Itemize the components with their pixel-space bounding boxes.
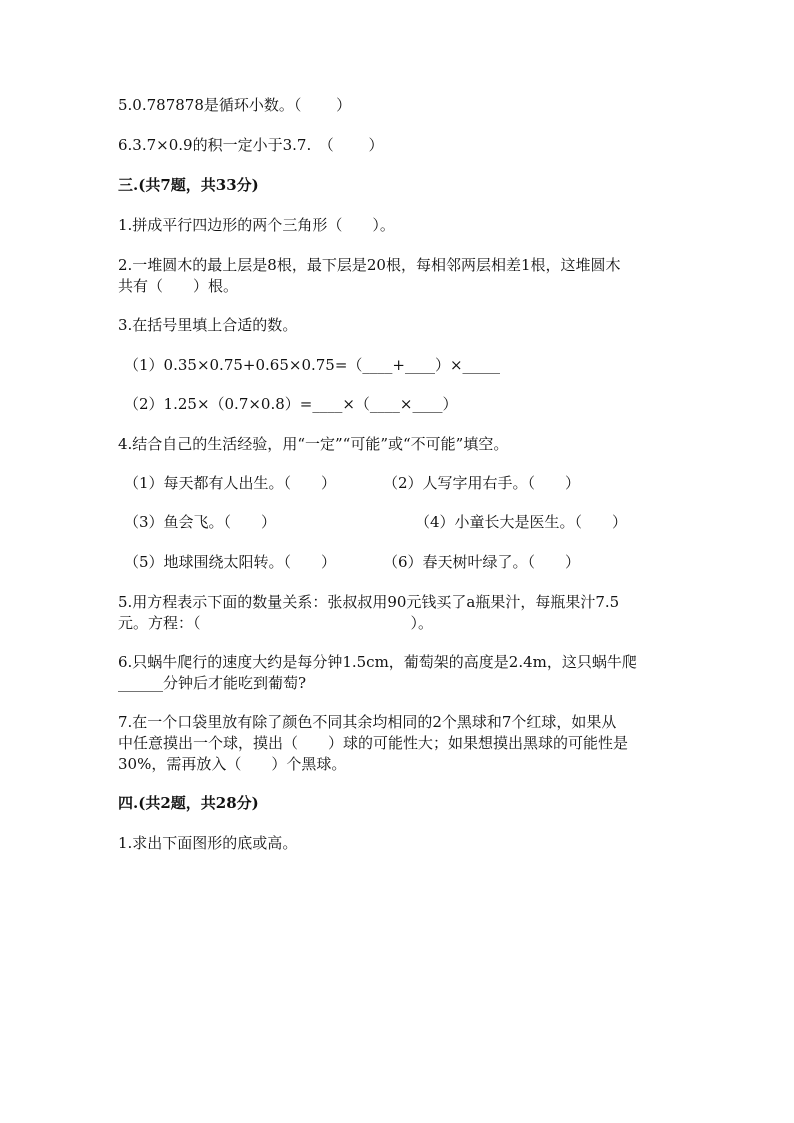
question-3-3-sub1: （1）0.35×0.75+0.65×0.75=（____+____）×_____: [124, 356, 501, 374]
question-3-4: 4.结合自己的生活经验，用“一定”“可能”或“不可能”填空。: [118, 435, 509, 453]
question-2-5: 5.0.787878是循环小数。（ ）: [118, 96, 352, 114]
question-3-7-line3: 30%，需再放入（ ）个黑球。: [118, 755, 347, 773]
question-2-6: 6.3.7×0.9的积一定小于3.7. （ ）: [118, 136, 384, 154]
question-3-4-item3: （3）鱼会飞。（ ）: [124, 513, 277, 531]
question-3-2-line1: 2.一堆圆木的最上层是8根，最下层是20根，每相邻两层相差1根，这堆圆木: [118, 256, 621, 274]
question-4-1: 1.求出下面图形的底或高。: [118, 834, 298, 852]
question-3-4-item2: （2）人写字用右手。（ ）: [383, 474, 581, 492]
question-3-5-line2: 元。方程：（ ）。: [118, 614, 434, 632]
question-3-5-line1: 5.用方程表示下面的数量关系：张叔叔用90元钱买了a瓶果汁，每瓶果汁7.5: [118, 593, 620, 611]
question-3-6-line1: 6.只蜗牛爬行的速度大约是每分钟1.5cm，葡萄架的高度是2.4m，这只蜗牛爬: [118, 653, 637, 671]
question-3-7-line1: 7.在一个口袋里放有除了颜色不同其余均相同的2个黑球和7个红球，如果从: [118, 713, 617, 731]
question-3-4-item6: （6）春天树叶绿了。（ ）: [383, 553, 581, 571]
section-3-heading: 三.(共7题，共33分): [118, 176, 259, 194]
question-3-6-line2: ______分钟后才能吃到葡萄?: [118, 674, 307, 692]
section-4-heading: 四.(共2题，共28分): [118, 794, 259, 812]
question-3-2-line2: 共有（ ）根。: [118, 277, 239, 295]
question-3-3-sub2: （2）1.25×（0.7×0.8）=____×（____×____）: [124, 395, 458, 413]
question-3-7-line2: 中任意摸出一个球，摸出（ ）球的可能性大；如果想摸出黑球的可能性是: [118, 734, 629, 752]
question-3-4-item5: （5）地球围绕太阳转。（ ）: [124, 553, 337, 571]
question-3-1: 1.拼成平行四边形的两个三角形（ ）。: [118, 216, 395, 234]
question-3-4-item1: （1）每天都有人出生。（ ）: [124, 474, 337, 492]
question-3-4-item4: （4）小童长大是医生。（ ）: [415, 513, 628, 531]
question-3-3: 3.在括号里填上合适的数。: [118, 316, 298, 334]
